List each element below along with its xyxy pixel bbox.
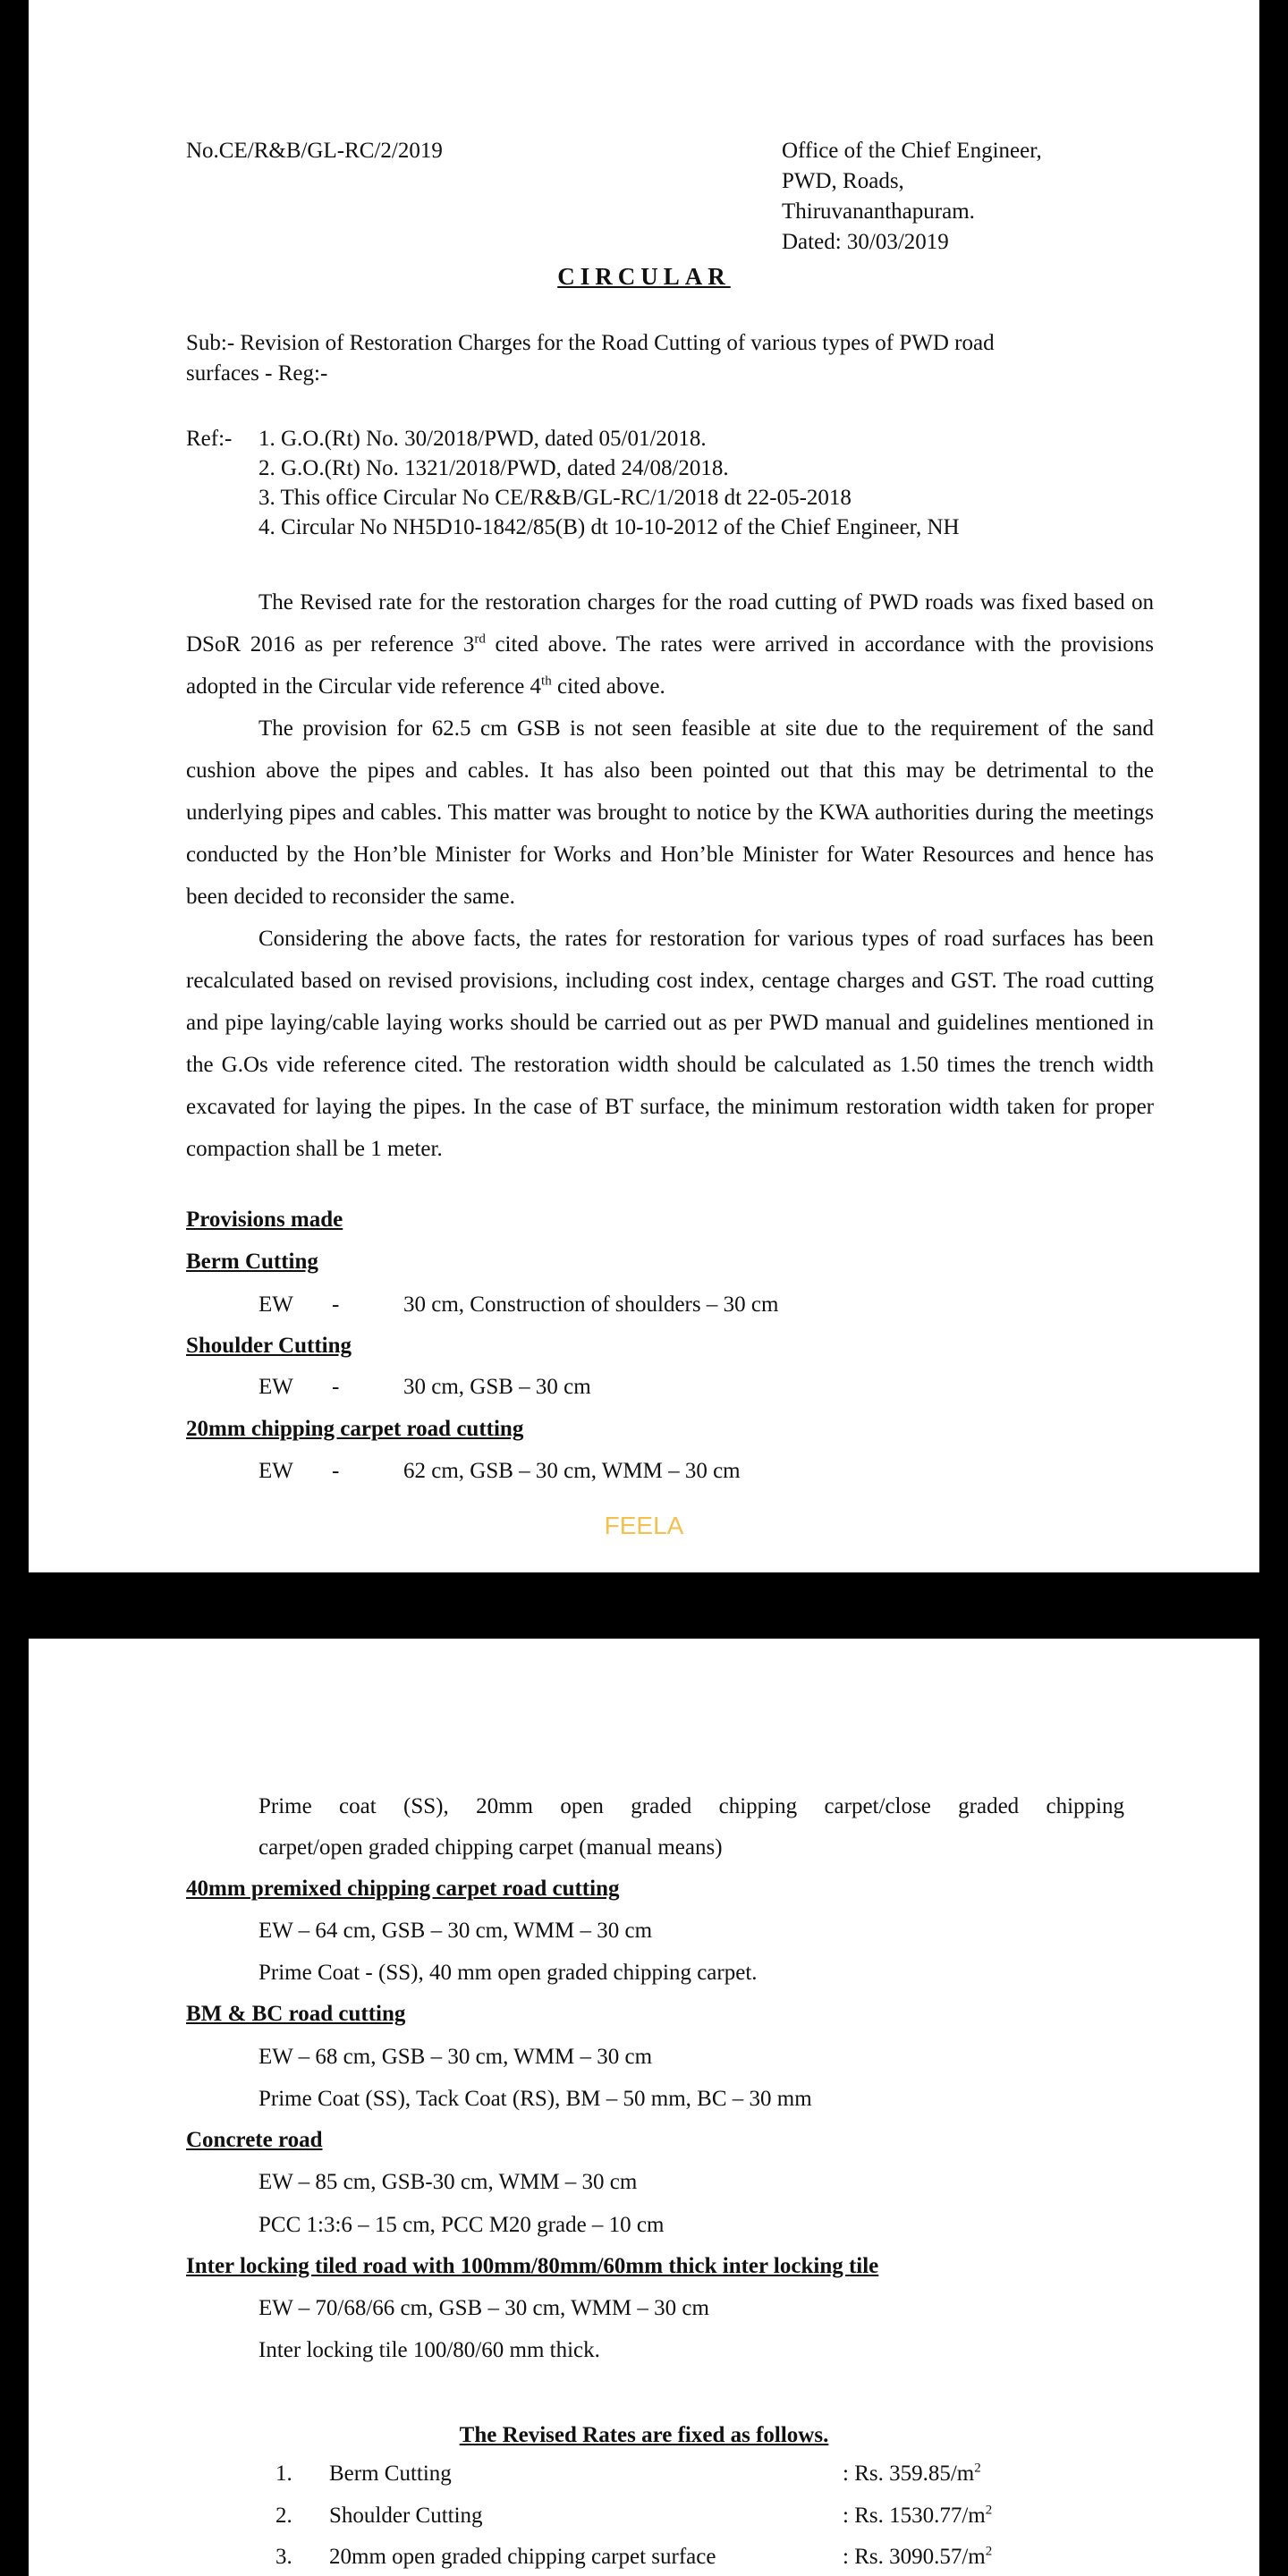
rate-row: [29, 2462, 1259, 2492]
prime-coat-line-cont: carpet/open graded chipping carpet (manual means): [258, 1835, 723, 1860]
provision-code: EW: [258, 1459, 293, 1483]
bm-bc-line: Prime Coat (SS), Tack Coat (RS), BM – 50 mm, BC – 30 mm: [258, 2087, 812, 2111]
rate-amount: : Rs. 359.85/m: [843, 2462, 975, 2486]
rate-row: [29, 2545, 1259, 2575]
provision-code: EW: [258, 1375, 293, 1399]
rate-item: 20mm open graded chipping carpet surface: [329, 2545, 716, 2569]
berm-provision-line: [258, 1292, 778, 1318]
paragraph-1: [186, 581, 1154, 708]
concrete-line: EW – 85 cm, GSB-30 cm, WMM – 30 cm: [258, 2170, 638, 2194]
rate-item: Shoulder Cutting: [329, 2504, 483, 2528]
document-page-2: [29, 1639, 1259, 2576]
rate-number: 3.: [275, 2545, 292, 2569]
provisions-heading: Provisions made: [186, 1208, 343, 1232]
shoulder-cutting-heading: Shoulder Cutting: [186, 1334, 352, 1358]
rate-row: [29, 2504, 1259, 2534]
paragraph-2: The provision for 62.5 cm GSB is not seen feasible at site due to the requirement of the sand cushion above the pipes and cables. It has also been pointed out that this may be detrimental to the underlying pipes and cables. This matter was brought to notice by the KWA authorities during the meetings conducted by the Hon’ble Minister for Works and Hon’ble Minister for Water Resources and hence has been decided to reconsider the same.: [186, 716, 1154, 909]
office-address: [782, 136, 1042, 258]
office-line: Thiruvananthapuram.: [782, 199, 975, 224]
rate-value: [843, 2462, 981, 2487]
reference-item: 2. G.O.(Rt) No. 1321/2018/PWD, dated 24/08/2018.: [258, 456, 729, 480]
reference-item: 4. Circular No NH5D10-1842/85(B) dt 10-10-2012 of the Chief Engineer, NH: [258, 515, 960, 539]
date-line: Dated: 30/03/2019: [782, 230, 949, 254]
rate-number: 1.: [275, 2462, 292, 2486]
berm-cutting-heading: Berm Cutting: [186, 1250, 318, 1274]
rate-value: [843, 2504, 992, 2529]
superscript: th: [541, 674, 552, 689]
rate-value: [843, 2545, 992, 2570]
bm-bc-heading: BM & BC road cutting: [186, 2002, 406, 2026]
premixed-line: Prime Coat - (SS), 40 mm open graded chipping carpet.: [258, 1961, 758, 1985]
chipping-provision-line: [258, 1459, 741, 1484]
interlocking-line: EW – 70/68/66 cm, GSB – 30 cm, WMM – 30 cm: [258, 2296, 709, 2320]
reference-item: 1. G.O.(Rt) No. 30/2018/PWD, dated 05/01/2018.: [258, 427, 707, 451]
body-paragraphs: [186, 581, 1154, 1170]
subject: [186, 328, 1125, 389]
subject-line: surfaces - Reg:-: [186, 361, 328, 386]
watermark: FEELA: [604, 1512, 684, 1539]
rate-amount: : Rs. 1530.77/m: [843, 2504, 986, 2528]
paragraph-3: Considering the above facts, the rates for restoration for various types of road surfaces has been recalculated based on revised provisions, including cost index, centage charges and GST. The road cutting and pipe laying/cable laying works should be carried out as per PWD manual and guidelines mentioned in the G.Os vide reference cited. The restoration width should be calculated as 1.50 times the trench width excavated for laying the pipes. In the case of BT surface, the minimum restoration width taken for proper compaction shall be 1 meter.: [186, 927, 1154, 1161]
provision-dash: -: [332, 1459, 340, 1483]
provision-text: 30 cm, GSB – 30 cm: [403, 1375, 591, 1399]
superscript: rd: [474, 631, 486, 647]
superscript: 2: [985, 2503, 993, 2518]
paragraph-text: cited above. The rates were arrived in accordance with the provisions adopted in the Circular vide reference 4: [186, 632, 1154, 699]
bm-bc-line: EW – 68 cm, GSB – 30 cm, WMM – 30 cm: [258, 2045, 653, 2069]
provision-dash: -: [332, 1375, 340, 1399]
provision-text: 62 cm, GSB – 30 cm, WMM – 30 cm: [403, 1459, 741, 1483]
concrete-road-heading: Concrete road: [186, 2128, 323, 2152]
provision-code: EW: [258, 1292, 293, 1317]
rate-amount: : Rs. 3090.57/m: [843, 2545, 986, 2569]
rate-number: 2.: [275, 2504, 292, 2528]
subject-line: Sub:- Revision of Restoration Charges for the Road Cutting of various types of PWD road: [186, 331, 995, 355]
prime-coat-line: Prime coat (SS), 20mm open graded chipping carpet/close graded chipping: [258, 1794, 1124, 1818]
document-title: CIRCULAR: [557, 263, 731, 290]
superscript: 2: [985, 2544, 993, 2559]
references: [186, 424, 1170, 542]
rate-item: Berm Cutting: [329, 2462, 452, 2486]
reference-item: 3. This office Circular No CE/R&B/GL-RC/1/2018 dt 22-05-2018: [258, 486, 852, 510]
office-line: PWD, Roads,: [782, 169, 904, 193]
premixed-heading: 40mm premixed chipping carpet road cutting: [186, 1877, 620, 1901]
premixed-line: EW – 64 cm, GSB – 30 cm, WMM – 30 cm: [258, 1919, 653, 1943]
interlocking-line: Inter locking tile 100/80/60 mm thick.: [258, 2338, 600, 2362]
superscript: 2: [974, 2461, 981, 2476]
paragraph-text: The Revised rate for the restoration charges for the road cutting of PWD roads was fixed based on DSoR 2016 as per reference 3: [186, 590, 1154, 657]
paragraph-text: cited above.: [551, 674, 665, 699]
provision-dash: -: [332, 1292, 340, 1317]
reference-number: No.CE/R&B/GL-RC/2/2019: [186, 139, 443, 163]
shoulder-provision-line: [258, 1375, 591, 1400]
document-page-1: [29, 0, 1259, 1572]
concrete-line: PCC 1:3:6 – 15 cm, PCC M20 grade – 10 cm: [258, 2213, 665, 2237]
office-line: Office of the Chief Engineer,: [782, 139, 1042, 163]
rates-title: The Revised Rates are fixed as follows.: [459, 2423, 829, 2447]
interlocking-heading: Inter locking tiled road with 100mm/80mm/60mm thick inter locking tile: [186, 2254, 879, 2278]
chipping-carpet-heading: 20mm chipping carpet road cutting: [186, 1417, 524, 1441]
provision-text: 30 cm, Construction of shoulders – 30 cm: [403, 1292, 779, 1317]
references-label: Ref:-: [186, 427, 233, 451]
